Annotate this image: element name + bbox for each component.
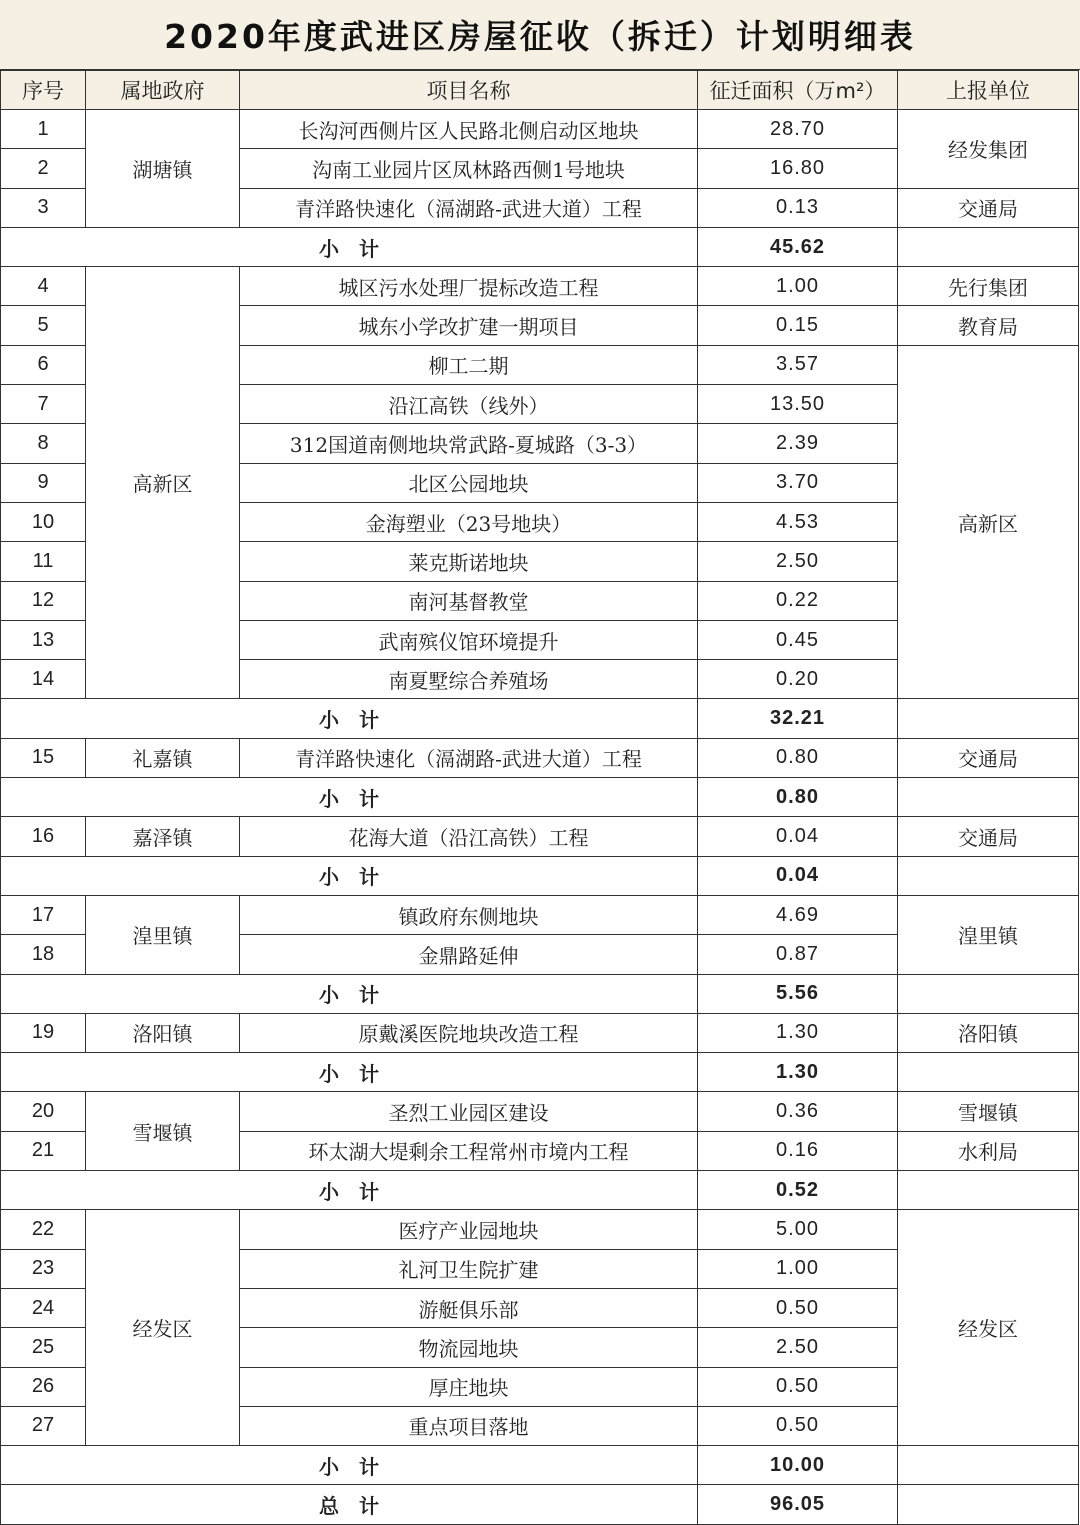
row-project-name: 柳工二期 bbox=[240, 345, 698, 384]
subtotal-row bbox=[1, 1485, 1079, 1524]
row-area: 0.50 bbox=[698, 1367, 898, 1406]
row-number: 16 bbox=[1, 817, 86, 856]
subtotal-area: 45.62 bbox=[698, 227, 898, 266]
row-area: 0.16 bbox=[698, 1131, 898, 1170]
row-area: 2.50 bbox=[698, 1328, 898, 1367]
subtotal-label: 小 计 bbox=[1, 1171, 698, 1210]
row-project-name: 青洋路快速化（滆湖路-武进大道）工程 bbox=[240, 188, 698, 227]
row-area: 28.70 bbox=[698, 110, 898, 149]
row-area: 13.50 bbox=[698, 385, 898, 424]
row-number: 23 bbox=[1, 1249, 86, 1288]
row-number: 8 bbox=[1, 424, 86, 463]
row-area: 0.13 bbox=[698, 188, 898, 227]
subtotal-label: 小 计 bbox=[1, 856, 698, 895]
table-row bbox=[1, 738, 1079, 777]
subtotal-blank bbox=[898, 227, 1079, 266]
row-project-name: 礼河卫生院扩建 bbox=[240, 1249, 698, 1288]
row-area: 0.80 bbox=[698, 738, 898, 777]
row-reporting-unit: 水利局 bbox=[898, 1131, 1079, 1170]
row-number: 17 bbox=[1, 895, 86, 934]
row-project-name: 金海塑业（23号地块） bbox=[240, 502, 698, 541]
row-area: 5.00 bbox=[698, 1210, 898, 1249]
header-project: 项目名称 bbox=[240, 71, 698, 110]
row-number: 10 bbox=[1, 502, 86, 541]
row-reporting-unit: 交通局 bbox=[898, 738, 1079, 777]
row-number: 21 bbox=[1, 1131, 86, 1170]
row-project-name: 医疗产业园地块 bbox=[240, 1210, 698, 1249]
row-number: 6 bbox=[1, 345, 86, 384]
subtotal-area: 0.04 bbox=[698, 856, 898, 895]
row-area: 3.57 bbox=[698, 345, 898, 384]
row-government: 湖塘镇 bbox=[86, 110, 240, 228]
subtotal-blank bbox=[898, 1053, 1079, 1092]
row-reporting-unit: 交通局 bbox=[898, 817, 1079, 856]
row-number: 26 bbox=[1, 1367, 86, 1406]
subtotal-row bbox=[1, 974, 1079, 1013]
subtotal-blank bbox=[898, 1485, 1079, 1524]
row-project-name: 金鼎路延伸 bbox=[240, 935, 698, 974]
subtotal-row bbox=[1, 1053, 1079, 1092]
row-area: 3.70 bbox=[698, 463, 898, 502]
subtotal-blank bbox=[898, 974, 1079, 1013]
row-reporting-unit: 先行集团 bbox=[898, 267, 1079, 306]
row-area: 0.36 bbox=[698, 1092, 898, 1131]
row-project-name: 物流园地块 bbox=[240, 1328, 698, 1367]
subtotal-row bbox=[1, 1446, 1079, 1485]
header-no: 序号 bbox=[1, 71, 86, 110]
subtotal-row bbox=[1, 1171, 1079, 1210]
row-area: 0.04 bbox=[698, 817, 898, 856]
subtotal-row bbox=[1, 778, 1079, 817]
row-area: 0.20 bbox=[698, 660, 898, 699]
row-number: 2 bbox=[1, 149, 86, 188]
row-number: 13 bbox=[1, 620, 86, 659]
row-project-name: 北区公园地块 bbox=[240, 463, 698, 502]
row-number: 18 bbox=[1, 935, 86, 974]
subtotal-label: 小 计 bbox=[1, 1446, 698, 1485]
row-project-name: 长沟河西侧片区人民路北侧启动区地块 bbox=[240, 110, 698, 149]
row-reporting-unit: 经发集团 bbox=[898, 110, 1079, 189]
subtotal-area: 32.21 bbox=[698, 699, 898, 738]
row-project-name: 青洋路快速化（滆湖路-武进大道）工程 bbox=[240, 738, 698, 777]
subtotal-label: 小 计 bbox=[1, 778, 698, 817]
table-body bbox=[1, 110, 1079, 1525]
row-number: 4 bbox=[1, 267, 86, 306]
row-area: 0.15 bbox=[698, 306, 898, 345]
subtotal-blank bbox=[898, 1446, 1079, 1485]
row-project-name: 原戴溪医院地块改造工程 bbox=[240, 1013, 698, 1052]
row-reporting-unit: 交通局 bbox=[898, 188, 1079, 227]
subtotal-row bbox=[1, 227, 1079, 266]
row-area: 2.50 bbox=[698, 542, 898, 581]
row-area: 1.30 bbox=[698, 1013, 898, 1052]
row-area: 0.22 bbox=[698, 581, 898, 620]
row-project-name: 莱克斯诺地块 bbox=[240, 542, 698, 581]
page-title: 2020年度武进区房屋征收（拆迁）计划明细表 bbox=[164, 17, 916, 56]
subtotal-area: 96.05 bbox=[698, 1485, 898, 1524]
row-government: 湟里镇 bbox=[86, 895, 240, 974]
subtotal-area: 5.56 bbox=[698, 974, 898, 1013]
table-row bbox=[1, 1210, 1079, 1249]
row-area: 16.80 bbox=[698, 149, 898, 188]
row-government: 嘉泽镇 bbox=[86, 817, 240, 856]
row-number: 9 bbox=[1, 463, 86, 502]
row-number: 25 bbox=[1, 1328, 86, 1367]
row-area: 0.45 bbox=[698, 620, 898, 659]
row-government: 经发区 bbox=[86, 1210, 240, 1446]
table-row bbox=[1, 1092, 1079, 1131]
row-number: 22 bbox=[1, 1210, 86, 1249]
subtotal-label: 小 计 bbox=[1, 699, 698, 738]
subtotal-blank bbox=[898, 1171, 1079, 1210]
row-reporting-unit: 教育局 bbox=[898, 306, 1079, 345]
row-project-name: 沟南工业园片区凤林路西侧1号地块 bbox=[240, 149, 698, 188]
table-row bbox=[1, 895, 1079, 934]
header-gov: 属地政府 bbox=[86, 71, 240, 110]
table-row bbox=[1, 267, 1079, 306]
row-reporting-unit: 高新区 bbox=[898, 345, 1079, 699]
subtotal-area: 0.80 bbox=[698, 778, 898, 817]
row-number: 7 bbox=[1, 385, 86, 424]
row-area: 4.53 bbox=[698, 502, 898, 541]
row-area: 1.00 bbox=[698, 1249, 898, 1288]
relocation-plan-table bbox=[0, 70, 1079, 1525]
row-reporting-unit: 经发区 bbox=[898, 1210, 1079, 1446]
table-row bbox=[1, 1013, 1079, 1052]
row-area: 2.39 bbox=[698, 424, 898, 463]
row-reporting-unit: 雪堰镇 bbox=[898, 1092, 1079, 1131]
row-project-name: 厚庄地块 bbox=[240, 1367, 698, 1406]
row-area: 0.50 bbox=[698, 1288, 898, 1327]
row-number: 12 bbox=[1, 581, 86, 620]
row-number: 11 bbox=[1, 542, 86, 581]
row-project-name: 312国道南侧地块常武路-夏城路（3-3） bbox=[240, 424, 698, 463]
row-number: 15 bbox=[1, 738, 86, 777]
row-project-name: 镇政府东侧地块 bbox=[240, 895, 698, 934]
row-number: 14 bbox=[1, 660, 86, 699]
row-government: 礼嘉镇 bbox=[86, 738, 240, 777]
row-reporting-unit: 湟里镇 bbox=[898, 895, 1079, 974]
row-area: 1.00 bbox=[698, 267, 898, 306]
row-number: 1 bbox=[1, 110, 86, 149]
row-project-name: 重点项目落地 bbox=[240, 1406, 698, 1445]
row-project-name: 沿江高铁（线外） bbox=[240, 385, 698, 424]
table-header-row bbox=[1, 71, 1079, 110]
subtotal-area: 1.30 bbox=[698, 1053, 898, 1092]
subtotal-row bbox=[1, 699, 1079, 738]
title-bar bbox=[0, 0, 1080, 70]
subtotal-blank bbox=[898, 778, 1079, 817]
row-area: 4.69 bbox=[698, 895, 898, 934]
row-government: 洛阳镇 bbox=[86, 1013, 240, 1052]
subtotal-area: 0.52 bbox=[698, 1171, 898, 1210]
row-government: 雪堰镇 bbox=[86, 1092, 240, 1171]
subtotal-label: 小 计 bbox=[1, 1053, 698, 1092]
row-number: 27 bbox=[1, 1406, 86, 1445]
row-area: 0.50 bbox=[698, 1406, 898, 1445]
header-area: 征迁面积（万m²） bbox=[698, 71, 898, 110]
row-number: 24 bbox=[1, 1288, 86, 1327]
subtotal-label: 小 计 bbox=[1, 974, 698, 1013]
row-project-name: 城区污水处理厂提标改造工程 bbox=[240, 267, 698, 306]
row-number: 5 bbox=[1, 306, 86, 345]
row-project-name: 圣烈工业园区建设 bbox=[240, 1092, 698, 1131]
row-number: 3 bbox=[1, 188, 86, 227]
row-project-name: 南河基督教堂 bbox=[240, 581, 698, 620]
subtotal-label: 小 计 bbox=[1, 227, 698, 266]
row-reporting-unit: 洛阳镇 bbox=[898, 1013, 1079, 1052]
subtotal-area: 10.00 bbox=[698, 1446, 898, 1485]
table-row bbox=[1, 817, 1079, 856]
row-project-name: 花海大道（沿江高铁）工程 bbox=[240, 817, 698, 856]
subtotal-label: 总 计 bbox=[1, 1485, 698, 1524]
header-unit: 上报单位 bbox=[898, 71, 1079, 110]
row-government: 高新区 bbox=[86, 267, 240, 699]
row-number: 19 bbox=[1, 1013, 86, 1052]
row-number: 20 bbox=[1, 1092, 86, 1131]
row-project-name: 城东小学改扩建一期项目 bbox=[240, 306, 698, 345]
subtotal-blank bbox=[898, 856, 1079, 895]
table-row bbox=[1, 110, 1079, 149]
row-project-name: 南夏墅综合养殖场 bbox=[240, 660, 698, 699]
row-project-name: 环太湖大堤剩余工程常州市境内工程 bbox=[240, 1131, 698, 1170]
row-area: 0.87 bbox=[698, 935, 898, 974]
row-project-name: 武南殡仪馆环境提升 bbox=[240, 620, 698, 659]
subtotal-row bbox=[1, 856, 1079, 895]
subtotal-blank bbox=[898, 699, 1079, 738]
row-project-name: 游艇俱乐部 bbox=[240, 1288, 698, 1327]
